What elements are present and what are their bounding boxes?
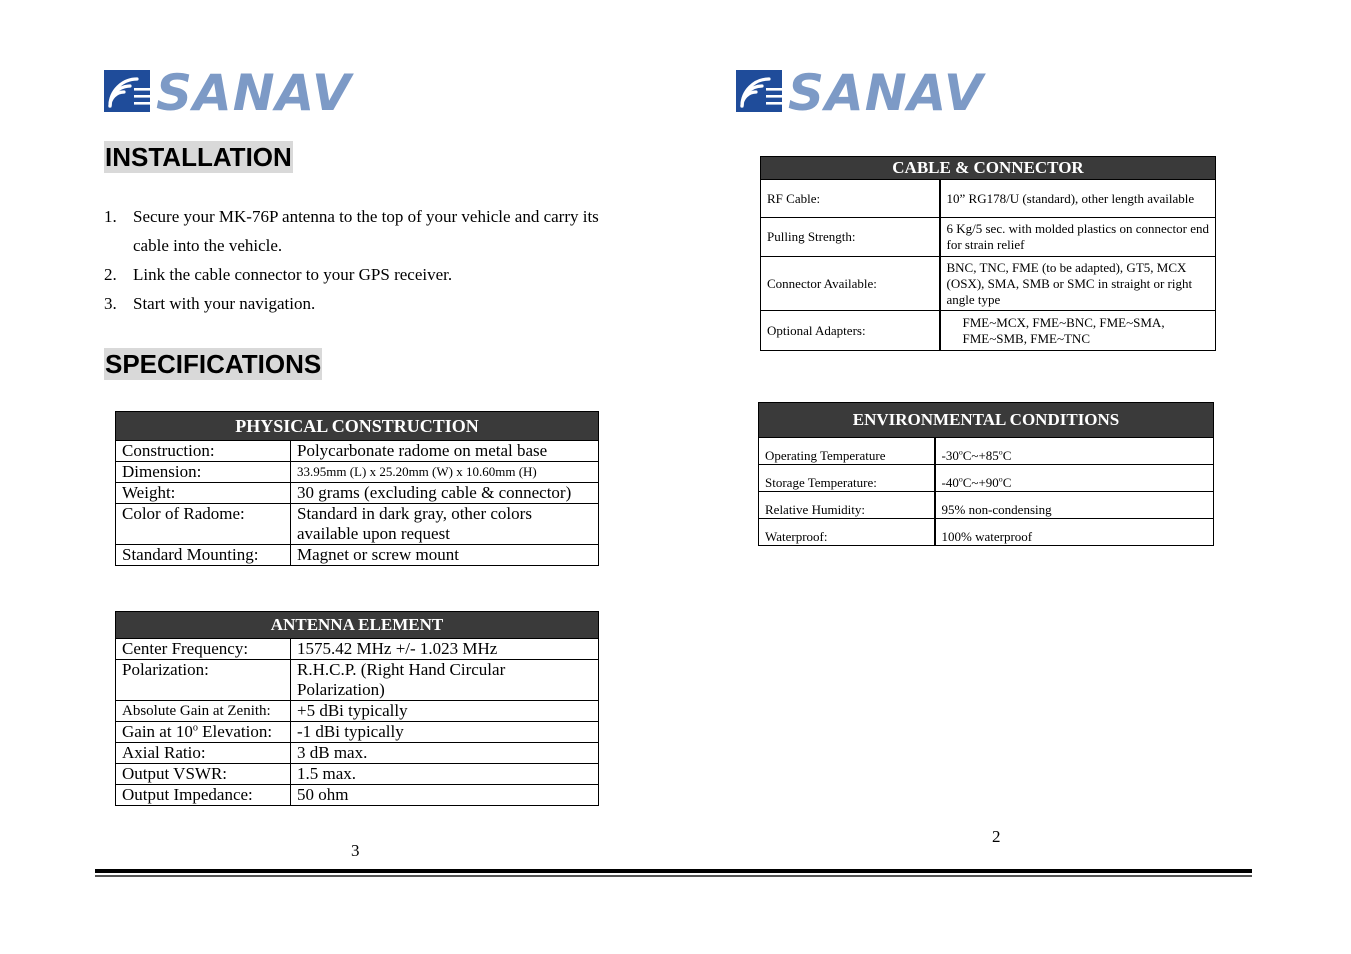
- row-value: 50 ohm: [291, 785, 599, 806]
- list-item: [104, 202, 604, 260]
- table-row: [116, 462, 599, 483]
- footer-rule-thin: [95, 875, 1252, 877]
- specifications-heading: SPECIFICATIONS: [105, 349, 322, 379]
- table-row: [116, 545, 599, 566]
- table-row: [116, 639, 599, 660]
- row-value: 33.95mm (L) x 25.20mm (W) x 10.60mm (H): [291, 462, 599, 483]
- row-value: 10” RG178/U (standard), other length available: [940, 180, 1216, 218]
- table-title: ENVIRONMENTAL CONDITIONS: [759, 403, 1214, 438]
- row-label: Output VSWR:: [116, 764, 291, 785]
- row-label: Center Frequency:: [116, 639, 291, 660]
- table-row: [116, 660, 599, 701]
- sanav-wave-icon: [104, 70, 150, 112]
- cable-connector-table: [760, 156, 1216, 351]
- step-text: Secure your MK-76P antenna to the top of your vehicle and carry its cable into the vehicle.: [133, 207, 599, 255]
- row-value: R.H.C.P. (Right Hand Circular Polarization): [291, 660, 599, 701]
- row-label: Waterproof:: [759, 519, 935, 546]
- step-number: 3.: [104, 294, 117, 313]
- sanav-wave-icon: [736, 70, 782, 112]
- row-value: Magnet or screw mount: [291, 545, 599, 566]
- row-value: BNC, TNC, FME (to be adapted), GT5, MCX (OSX), SMA, SMB or SMC in straight or right angle type: [940, 257, 1216, 311]
- table-row: [759, 519, 1214, 546]
- brand-wordmark: SANAV: [788, 64, 984, 122]
- row-label: Dimension:: [116, 462, 291, 483]
- row-value: 30 grams (excluding cable & connector): [291, 483, 599, 504]
- row-label: Color of Radome:: [116, 504, 291, 545]
- row-label: RF Cable:: [761, 180, 940, 218]
- row-label: Axial Ratio:: [116, 743, 291, 764]
- step-text: Start with your navigation.: [133, 294, 316, 313]
- step-number: 1.: [104, 207, 117, 226]
- table-row: [116, 504, 599, 545]
- row-label: Connector Available:: [761, 257, 940, 311]
- sanav-logo-left: [104, 64, 364, 122]
- row-value: 1575.42 MHz +/- 1.023 MHz: [291, 639, 599, 660]
- table-row: [761, 257, 1216, 311]
- table-row: [759, 438, 1214, 465]
- row-label: Operating Temperature: [759, 438, 935, 465]
- table-title: PHYSICAL CONSTRUCTION: [116, 412, 599, 441]
- table-row: [116, 785, 599, 806]
- table-row: [759, 492, 1214, 519]
- step-text: Link the cable connector to your GPS receiver.: [133, 265, 453, 284]
- antenna-element-table: [115, 611, 599, 806]
- environmental-conditions-table: [758, 402, 1214, 546]
- row-value: FME~MCX, FME~BNC, FME~SMA, FME~SMB, FME~TNC: [940, 311, 1216, 351]
- installation-steps: [104, 202, 604, 318]
- row-label: Relative Humidity:: [759, 492, 935, 519]
- row-label: Construction:: [116, 441, 291, 462]
- list-item: [104, 289, 604, 318]
- table-row: [116, 764, 599, 785]
- table-title: CABLE & CONNECTOR: [761, 157, 1216, 180]
- row-label: Optional Adapters:: [761, 311, 940, 351]
- row-value: 95% non-condensing: [935, 492, 1214, 519]
- row-value: 1.5 max.: [291, 764, 599, 785]
- table-row: [761, 180, 1216, 218]
- row-label: Output Impedance:: [116, 785, 291, 806]
- row-value: 100% waterproof: [935, 519, 1214, 546]
- table-row: [759, 465, 1214, 492]
- brand-wordmark: SANAV: [156, 64, 352, 122]
- row-label: Absolute Gain at Zenith:: [116, 701, 291, 722]
- table-row: [116, 722, 599, 743]
- table-row: [761, 311, 1216, 351]
- row-label: Weight:: [116, 483, 291, 504]
- sanav-logo-right: [736, 64, 996, 122]
- row-value: 3 dB max.: [291, 743, 599, 764]
- row-value: $-40^oC\sim+90^oC$: [935, 465, 1214, 492]
- row-value: 6 Kg/5 sec. with molded plastics on connector end for strain relief: [940, 218, 1216, 257]
- row-label: Pulling Strength:: [761, 218, 940, 257]
- row-value: Polycarbonate radome on metal base: [291, 441, 599, 462]
- step-number: 2.: [104, 265, 117, 284]
- row-value: $-30^oC\sim+85^oC$: [935, 438, 1214, 465]
- page-number-right: 2: [992, 827, 1001, 846]
- table-row: [116, 441, 599, 462]
- table-row: [116, 701, 599, 722]
- row-label: Storage Temperature:: [759, 465, 935, 492]
- table-row: [761, 218, 1216, 257]
- installation-heading: INSTALLATION: [105, 142, 292, 172]
- row-value: Standard in dark gray, other colors available upon request: [291, 504, 599, 545]
- table-title: ANTENNA ELEMENT: [116, 612, 599, 639]
- row-value: +5 dBi typically: [291, 701, 599, 722]
- list-item: [104, 260, 604, 289]
- table-row: [116, 743, 599, 764]
- page-number-left: 3: [351, 841, 360, 860]
- row-label: Polarization:: [116, 660, 291, 701]
- row-label: Standard Mounting:: [116, 545, 291, 566]
- footer-rule-thick: [95, 869, 1252, 873]
- physical-construction-table: [115, 411, 599, 566]
- row-label: Gain at 10$^o$ Elevation:: [116, 722, 291, 743]
- table-row: [116, 483, 599, 504]
- row-value: -1 dBi typically: [291, 722, 599, 743]
